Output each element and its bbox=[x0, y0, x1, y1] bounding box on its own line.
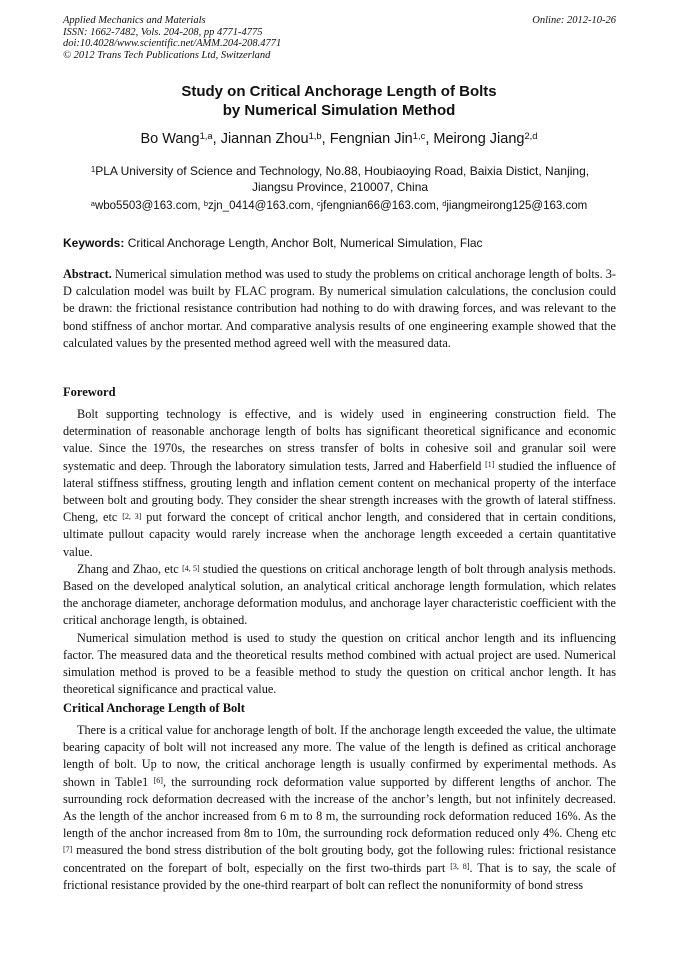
title-line-2: by Numerical Simulation Method bbox=[222, 102, 456, 119]
email-address[interactable]: jiangmeirong125@163.com bbox=[446, 200, 588, 212]
journal-header bbox=[63, 15, 616, 61]
title-line-1: Study on Critical Anchorage Length of Bolts bbox=[181, 83, 497, 100]
text-run: , the surrounding rock deformation value supported by different lengths of anchor. The surrounding rock deformation decreased with the increase of the anchor’s length, but not infinitely decreased. As the length of the anchor increased from 6 m to 8 m, the surrounding rock deformation reduced 16%. As the length of the anchor increased from 8m to 10m, the surrounding rock deformation reduced only 4%. Cheng etc bbox=[63, 774, 616, 841]
abstract bbox=[63, 266, 616, 352]
online-date: Online: 2012-10-26 bbox=[532, 15, 616, 26]
email-sup: a bbox=[90, 198, 95, 208]
journal-copyright: © 2012 Trans Tech Publications Ltd, Switzerland bbox=[63, 49, 271, 61]
citation: [7] bbox=[63, 845, 73, 855]
email-sup: b bbox=[203, 198, 208, 208]
keywords bbox=[63, 236, 623, 250]
keywords-text: Critical Anchorage Length, Anchor Bolt, Numerical Simulation, Flac bbox=[127, 236, 483, 250]
foreword-paragraph-2 bbox=[63, 561, 616, 630]
affiliation-text: PLA University of Science and Technology, No.88, Houbiaoying Road, Baixia Distict, Nanjing, Jiangsu Province, 210007, China bbox=[95, 164, 590, 194]
affiliation bbox=[70, 163, 610, 195]
author-name: Jiannan Zhou bbox=[220, 131, 309, 147]
email-address[interactable]: wbo5503@163.com bbox=[94, 200, 198, 212]
journal-name: Applied Mechanics and Materials bbox=[63, 15, 206, 26]
author-sup: 2,d bbox=[524, 129, 538, 141]
text-run: studied the influence of lateral stiffness stiffness, grouting length and inflation cement content on mechanical property of the interface between bolt and grouting body. They consider the shear strength increases with the growth of lateral stiffness. Cheng, etc bbox=[63, 458, 616, 525]
text-run: There is a critical value for anchorage length of bolt. If the anchorage length exceeded the value, the ultimate bearing capacity of bolt will not increased any more. The value of the length is defined as critical anchorage length of bolt. Up to now, the critical anchorage length is usually confirmed by experimental methods. As shown in Table1 bbox=[63, 723, 616, 789]
author-name: Meirong Jiang bbox=[433, 131, 525, 147]
author-sup: 1,b bbox=[308, 129, 322, 141]
critical-body bbox=[63, 722, 616, 894]
text-run: measured the bond stress distribution of the bolt grouting body, got the following rules: frictional resistance concentrated on the forepart of bolt, especially on the first two-thirds part bbox=[63, 843, 616, 875]
citation: [6] bbox=[153, 776, 163, 786]
citation: [1] bbox=[485, 460, 495, 470]
email-sup: d bbox=[442, 198, 447, 208]
email-list: $^a$wbo5503@163.com, $^b$zjn_0414@163.com, $^c$jfengnian66@163.com, $^d$jiangmeirong125@163.com bbox=[90, 198, 588, 212]
text-run: Bolt supporting technology is effective, and is widely used in engineering construction field. The determination of reasonable anchorage length of bolts has significant theoretical significance and economic value. Since the 1970s, the researches on stress transfer of bolts in cohesive soil and granular soil were systematic and deep. Through the laboratory simulation tests, Jarred and Haberfield bbox=[63, 407, 616, 473]
author-sup: 1,a bbox=[199, 129, 213, 141]
email-address[interactable]: jfengnian66@163.com bbox=[320, 200, 436, 212]
citation: [3, 8] bbox=[450, 862, 470, 872]
text-run: put forward the concept of critical anchor length, and considered that in certain conditions, ultimate pullout capacity would rarely increase when the anchorage length exceeded a certain quantitative value. bbox=[63, 510, 617, 559]
foreword-paragraph-3: Numerical simulation method is used to study the question on critical anchor length and its influencing factor. The measured data and the theoretical results method combined with actual project are used. Numerical simulation method is proved to be a feasible method to study the question on critical anchor length. It has theoretical significance and practical value. bbox=[63, 630, 616, 697]
text-run: . That is to say, the scale of frictional resistance provided by the one-third rearpart of bolt can reflect the nonuniformity of bond stress bbox=[63, 860, 616, 892]
author-sup: 1,c bbox=[412, 129, 426, 141]
section-heading-foreword: Foreword bbox=[63, 385, 116, 399]
keywords-label: Keywords: bbox=[63, 236, 125, 250]
critical-paragraph bbox=[63, 722, 616, 894]
paper-title bbox=[0, 82, 678, 120]
citation: [2, 3] bbox=[122, 512, 142, 522]
citation: [4, 5] bbox=[182, 563, 200, 573]
text-run: studied the questions on critical anchorage length of bolt through analysis methods. Based on the developed analytical solution, an analytical critical anchorage length formulation, which relates the anchorage diameter, anchorage deformation modulus, and anchorage layer characteristic coefficient with the critical anchorage length, is obtained. bbox=[63, 561, 616, 628]
abstract-text: Numerical simulation method was used to study the problems on critical anchorage length of bolts. 3-D calculation model was built by FLAC program. By numerical simulation calculations, the conclusion could be drawn: the frictional resistance contribution had nothing to do with drawing forces, and was relevant to the bond stiffness of anchor mortar. And comparative analysis results of one engineering example showed that the calculated values by the presented method agreed well with the measured data. bbox=[63, 267, 616, 350]
abstract-label: Abstract. bbox=[63, 267, 112, 281]
author-name: Fengnian Jin bbox=[329, 131, 413, 147]
affiliation-sup: 1 bbox=[90, 164, 96, 174]
journal-issn: ISSN: 1662-7482, Vols. 204-208, pp 4771-4775 bbox=[63, 26, 263, 38]
author-list: Bo Wang$^{1,a}$, Jiannan Zhou$^{1,b}$, Fengnian Jin$^{1,c}$, Meirong Jiang$^{2,d}$ bbox=[140, 129, 538, 147]
text-run: Zhang and Zhao, etc bbox=[77, 561, 183, 576]
foreword-paragraph-1 bbox=[63, 406, 616, 561]
section-heading-critical: Critical Anchorage Length of Bolt bbox=[63, 701, 245, 715]
author-name: Bo Wang bbox=[140, 131, 200, 147]
foreword-body bbox=[63, 406, 616, 698]
journal-doi: doi:10.4028/www.scientific.net/AMM.204-208.4771 bbox=[63, 38, 282, 49]
email-address[interactable]: zjn_0414@163.com bbox=[207, 200, 311, 212]
email-sup: c bbox=[316, 198, 321, 208]
